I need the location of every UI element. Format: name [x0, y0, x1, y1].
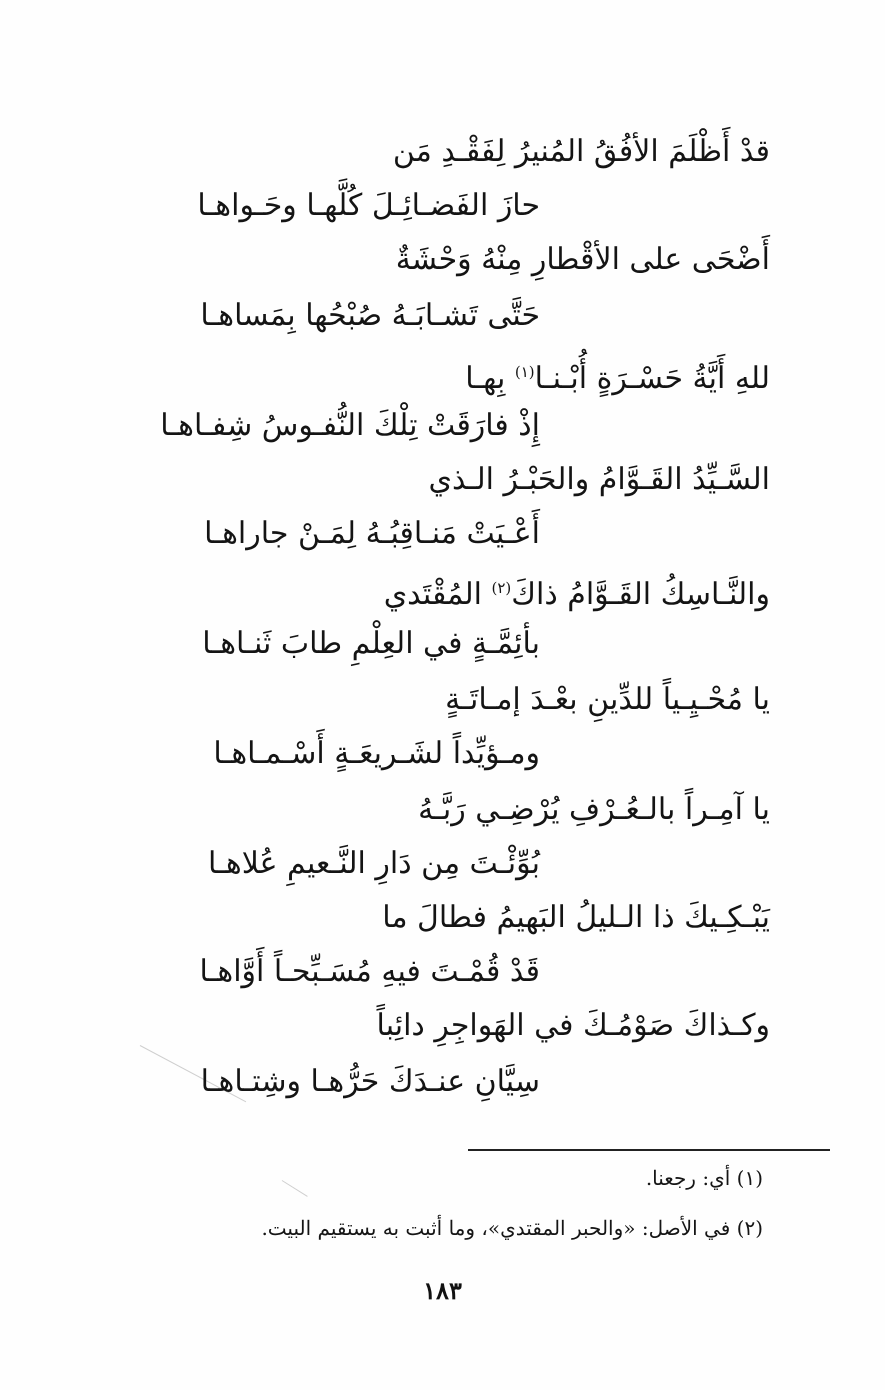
verse-first-hemistich [465, 352, 770, 396]
verse-first-hemistich [383, 568, 770, 612]
footnote-2: (٢) في الأصل: «والحبر المقتدي»، وما أثبت به يستقيم البيت. [261, 1216, 763, 1240]
footnote-marker: (١) [514, 363, 535, 381]
verse-second-hemistich: قَدْ قُمْـتَ فيهِ مُسَـبِّحـاً أَوَّاهـا [199, 954, 540, 989]
verse-text: والنَّـاسِكُ القَـوَّامُ ذاكَ [511, 577, 770, 612]
footnote-marker: (٢) [491, 579, 512, 597]
verse-second-hemistich: إِذْ فارَقَتْ تِلْكَ النُّفـوسُ شِفـاهـا [160, 408, 540, 443]
verse-first-hemistich: السَّـيِّدُ القَـوَّامُ والحَبْـرُ الـذي [428, 462, 770, 497]
verse-second-hemistich: حَتَّى تَشـابَـهُ صُبْحُها بِمَساهـا [200, 298, 540, 333]
scan-artifact [282, 1180, 308, 1197]
verse-first-hemistich: قدْ أَظْلَمَ الأفُقُ المُنيرُ لِفَقْـدِ مَن [392, 134, 770, 169]
verse-second-hemistich: حازَ الفَضـائِـلَ كُلَّهـا وحَـواهـا [197, 188, 540, 223]
verse-first-hemistich: أَضْحَى على الأقْطارِ مِنْهُ وَحْشَةٌ [395, 242, 770, 277]
verse-first-hemistich: يَبْـكِـيكَ ذا الـليلُ البَهيمُ فطالَ ما [382, 900, 770, 935]
footnote-separator [468, 1149, 830, 1151]
verse-first-hemistich: وكـذاكَ صَوْمُـكَ في الهَواجِرِ دائِباً [376, 1008, 770, 1043]
verse-first-hemistich: يا مُحْـيِـياً للدِّينِ بعْـدَ إمـاتَـةٍ [445, 682, 770, 717]
verse-second-hemistich: بأئِمَّـةٍ في العِلْمِ طابَ ثَنـاهـا [202, 626, 540, 661]
verse-text: للهِ أَيَّةُ حَسْـرَةٍ أُبْـنـا [534, 361, 770, 396]
page-number: ١٨٣ [423, 1276, 462, 1305]
verse-first-hemistich: يا آمِـراً بالـعُـرْفِ يُرْضِـي رَبَّـهُ [418, 792, 770, 827]
footnote-1: (١) أي: رجعنا. [645, 1166, 763, 1190]
verse-text: بِهـا [465, 361, 515, 396]
verse-text: المُقْتَدي [383, 577, 492, 612]
verse-second-hemistich: سِيَّانِ عنـدَكَ حَرُّهـا وشِتـاهـا [200, 1064, 540, 1099]
verse-second-hemistich: بُوِّئْـتَ مِن دَارِ النَّـعيمِ عُلاهـا [207, 846, 540, 881]
verse-second-hemistich: أَعْـيَتْ مَنـاقِبُـهُ لِمَـنْ جاراهـا [204, 516, 540, 551]
verse-second-hemistich: ومـؤيِّداً لشَـريعَـةٍ أَسْـمـاهـا [213, 736, 540, 771]
